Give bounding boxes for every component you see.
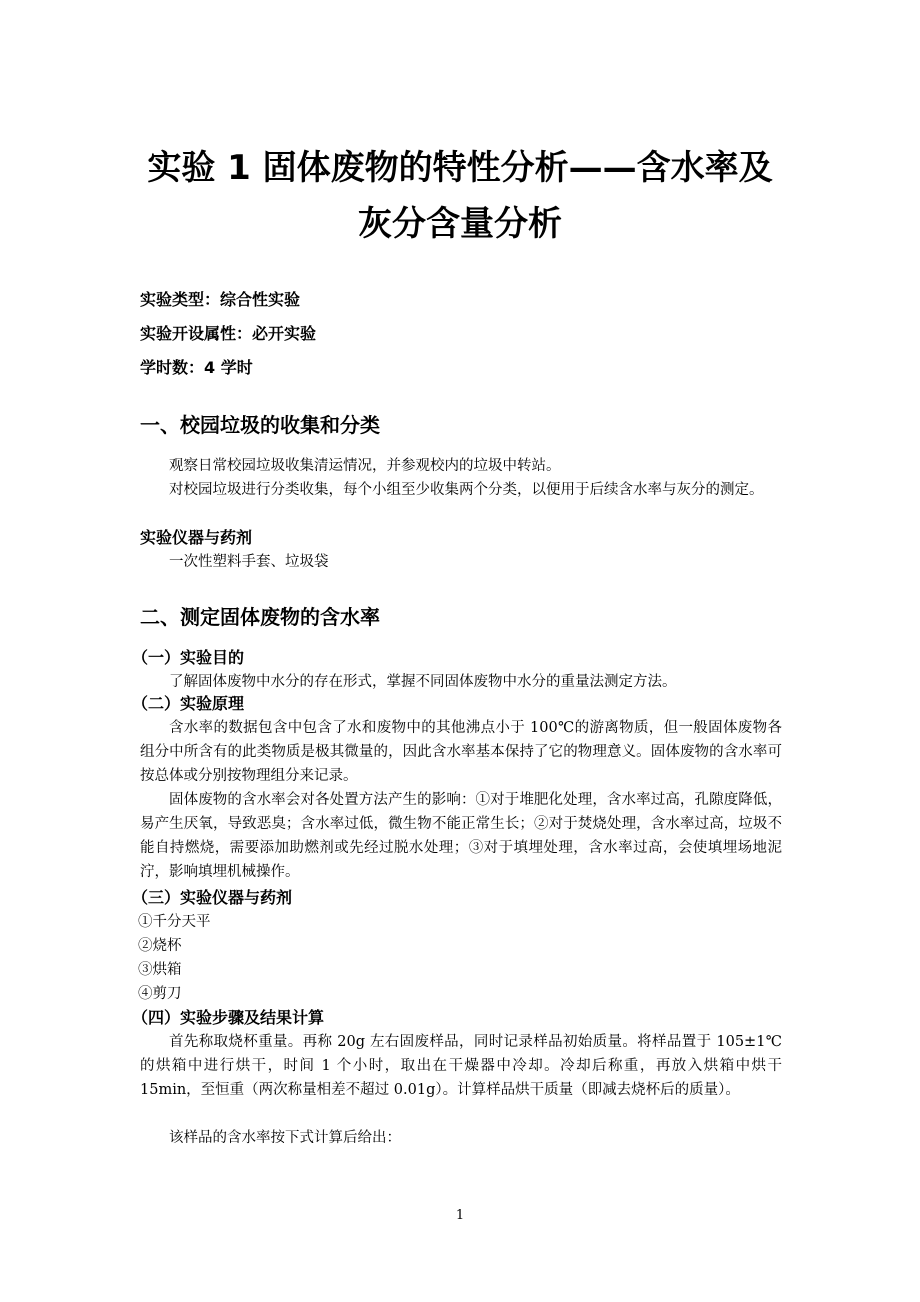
section-1-heading: 一、校园垃圾的收集和分类 (140, 413, 380, 437)
steps-paragraph-1: 首先称取烧杯重量。再称 20g 左右固废样品，同时记录样品初始质量。将样品置于 105±1℃的烘箱中进行烘干，时间 1 个小时，取出在干燥器中冷却。冷却后称重，再放入烘箱中烘干 15min，至恒重（两次称量相差不超过 0.01g）。计算样品烘干质量（即减去烧杯后的质量）。 (140, 1034, 782, 1098)
section-1-equipment-heading: 实验仪器与药剂 (140, 528, 253, 547)
steps-paragraph-2: 该样品的含水率按下式计算后给出： (169, 1130, 401, 1146)
list-item: ③烘箱 (138, 962, 182, 978)
purpose-text: 了解固体废物中水分的存在形式，掌握不同固体废物中水分的重量法测定方法。 (169, 674, 677, 690)
principle-paragraph-1: 含水率的数据包含中包含了水和废物中的其他沸点小于 100℃的游离物质，但一般固体废物各组分中所含有的此类物质是极其微量的，因此含水率基本保持了它的物理意义。固体废物的含水率可按总体或分别按物理组分来记录。 (140, 720, 782, 784)
section-1-paragraph-1: 观察日常校园垃圾收集清运情况，并参观校内的垃圾中转站。 (169, 458, 561, 474)
steps-heading: （四）实验步骤及结果计算 (132, 1008, 325, 1027)
equipment-heading: （三）实验仪器与药剂 (132, 888, 293, 907)
experiment-hours: 学时数：4 学时 (140, 358, 253, 377)
experiment-type: 实验类型：综合性实验 (140, 290, 301, 309)
page-number: 1 (455, 1208, 465, 1223)
section-1-equipment-text: 一次性塑料手套、垃圾袋 (169, 554, 329, 570)
equipment-list (138, 910, 211, 1006)
document-title-line-1: 实验 1 固体废物的特性分析——含水率及 (147, 148, 773, 188)
principle-heading: （二）实验原理 (132, 694, 245, 713)
section-1-paragraph-2: 对校园垃圾进行分类收集，每个小组至少收集两个分类，以便用于后续含水率与灰分的测定。 (169, 482, 764, 498)
list-item: ②烧杯 (138, 938, 182, 954)
document-title-line-2: 灰分含量分析 (358, 204, 562, 244)
experiment-attribute: 实验开设属性：必开实验 (140, 324, 317, 343)
list-item: ④剪刀 (138, 986, 182, 1002)
section-2-heading: 二、测定固体废物的含水率 (140, 605, 380, 629)
principle-paragraph-2: 固体废物的含水率会对各处置方法产生的影响：①对于堆肥化处理，含水率过高，孔隙度降低，易产生厌氧，导致恶臭；含水率过低，微生物不能正常生长；②对于焚烧处理，含水率过高，垃圾不能自持燃烧，需要添加助燃剂或先经过脱水处理；③对于填埋处理，含水率过高，会使填埋场地泥泞，影响填埋机械操作。 (140, 792, 782, 880)
list-item: ①千分天平 (138, 914, 211, 930)
purpose-heading: （一）实验目的 (132, 648, 245, 667)
